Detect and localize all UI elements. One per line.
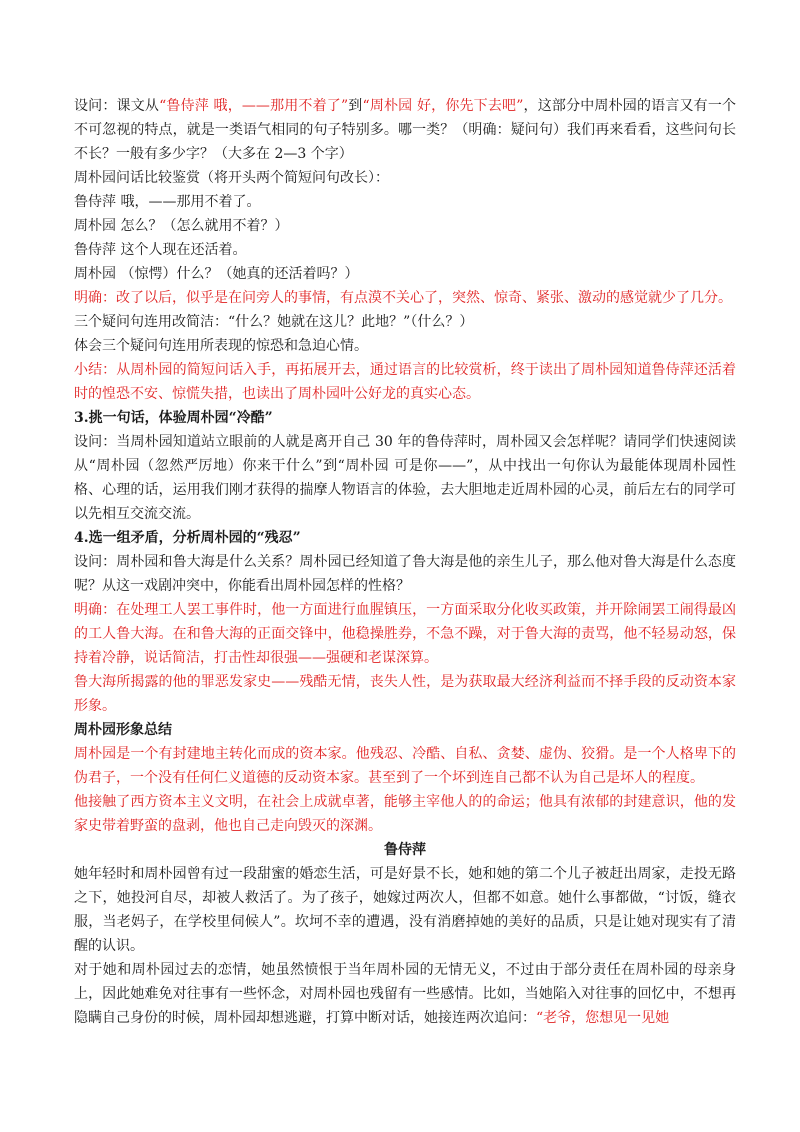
dialogue-line: 周朴园 怎么？（怎么就用不着？） [74,218,289,234]
heading-text: 3.挑一句话，体验周朴园 [74,410,229,426]
heading-keyword: “残忍” [256,530,301,546]
summary-paragraph: 他接触了西方资本主义文明，在社会上成就卓著，能够主宰他人的的命运；他具有浓郁的封建意识，他的发家史带着野蛮的盘剥，他也自己走向毁灭的深渊。 [74,794,736,834]
paragraph-text: 三个疑问句连用改简洁：“什么？她就在这儿？此地？”（什么？） [74,314,474,330]
paragraph-text: 设问：当周朴园知道站立眼前的人就是离开自己 30 年的鲁侍萍时，周朴园又会怎样呢？请同学们快速阅读从“周朴园（忽然严厉地）你来干什么”到“周朴园 可是你——”，从中找出一句你认为最能体现周朴园性格、心理的话，运用我们刚才获得的揣摩人物语言的体验，去大胆地走近周朴园的心灵，前后左右的同学可以先相互交流交流。 [74,434,736,522]
section-heading-summary: 周朴园形象总结 [74,722,172,738]
summary-paragraph: 小结：从周朴园的简短问话入手，再拓展开去，通过语言的比较赏析，终于读出了周朴园知道鲁侍萍还活着时的惶恐不安、惊慌失措，也读出了周朴园叶公好龙的真实心态。 [74,362,736,402]
text: 对于她和周朴园过去的恋情，她虽然愤恨于当年周朴园的无情无义，不过由于部分责任在周朴园的母亲身上，因此她难免对往事有一些怀念，对周朴园也残留有一些感情。比如，当她陷入对往事的回忆中，不想再隐瞒自己身份的时候，周朴园却想逃避，打算中断对话，她接连两次追问： [74,962,736,1026]
summary-paragraph: 周朴园是一个有封建地主转化而成的资本家。他残忍、冷酷、自私、贪婪、虚伪、狡猾。是一个人格卑下的伪君子，一个没有任何仁义道德的反动资本家。甚至到了一个坏到连自己都不认为自己是坏人的程度。 [74,746,736,786]
heading-text: 4.选一组矛盾，分析周朴园的 [74,530,257,546]
document-page [74,94,736,1030]
dialogue-line: 周朴园 （惊愕）什么？（她真的还活着吗？） [74,266,359,282]
text: ，这部分中周朴园的语言又有一个不可忽视的特点，就是一类语气相同的句子特别多。哪一类？（明确：疑问句）我们再来看看，这些问句长不长？一般有多少字？（大多在 2—3 个字） [74,98,737,162]
answer-paragraph: 鲁大海所揭露的他的罪恶发家史——残酷无情，丧失人性，是为获取最大经济利益而不择手段的反动资本家形象。 [74,674,736,714]
quote-red: “周朴园 好，你先下去吧” [362,98,524,114]
text: 设问：课文从 [74,98,160,114]
section-heading-lushiping: 鲁侍萍 [384,842,426,858]
paragraph-text: 设问：周朴园和鲁大海是什么关系？周朴园已经知道了鲁大海是他的亲生儿子，那么他对鲁大海是什么态度呢？从这一戏剧冲突中，你能看出周朴园怎样的性格？ [74,554,736,594]
paragraph-question-intro [74,94,736,166]
dialogue-line: 鲁侍萍 这个人现在还活着。 [74,242,247,258]
paragraph-text: 她年轻时和周朴园曾有过一段甜蜜的婚恋生活，可是好景不长，她和她的第二个儿子被赶出周家，走投无路之下，她投河自尽，却被人救活了。为了孩子，她嫁过两次人，但都不如意。她什么事都做，“讨饭，缝衣服，当老妈子，在学校里伺候人”。坎坷不幸的遭遇，没有消磨掉她的美好的品质，只是让她对现实有了清醒的认识。 [74,866,736,954]
paragraph-compare-title: 周朴园问话比较鉴赏（将开头两个简短问句改长）： [74,170,389,186]
paragraph-text: 体会三个疑问句连用所表现的惊恐和急迫心情。 [74,338,368,354]
section-heading-4 [74,526,736,550]
dialogue-line: 鲁侍萍 哦，——那用不着了。 [74,194,261,210]
answer-paragraph: 明确：改了以后，似乎是在问旁人的事情，有点漠不关心了，突然、惊奇、紧张、激动的感觉就少了几分。 [74,290,732,306]
text: 到 [348,98,363,114]
paragraph-text [74,958,736,1030]
answer-paragraph: 明确：在处理工人罢工事件时，他一方面进行血腥镇压，一方面采取分化收买政策，并开除闹罢工闹得最凶的工人鲁大海。在和鲁大海的正面交锋中，他稳操胜券，不急不躁，对于鲁大海的责骂，他不轻易动怒，保持着冷静，说话简洁，打击性却很强——强硬和老谋深算。 [74,602,736,666]
quote-red: “老爷，您想见一见她 [536,1010,670,1026]
section-heading-3 [74,406,736,430]
heading-keyword: “冷酷” [228,410,273,426]
quote-red: “鲁侍萍 哦，——那用不着了” [159,98,349,114]
